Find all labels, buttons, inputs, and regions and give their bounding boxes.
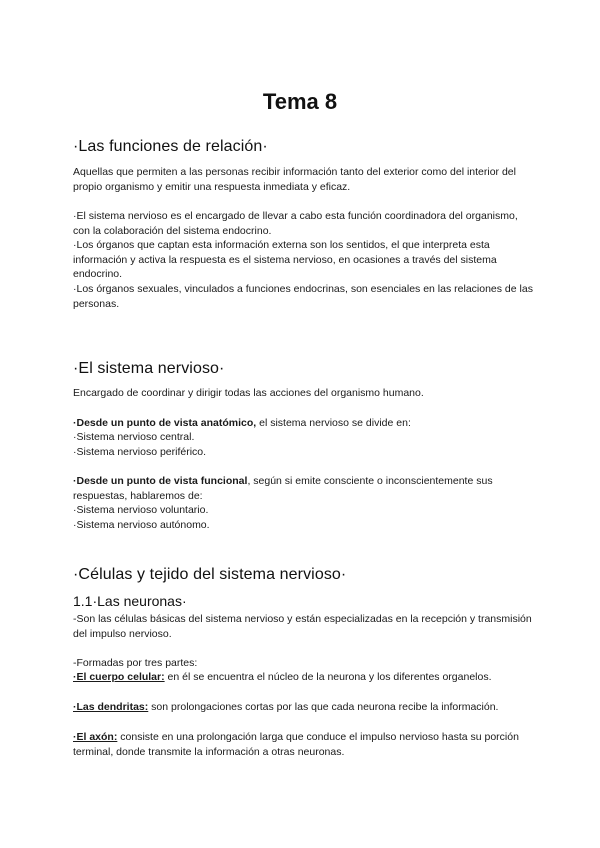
- paragraph-dendritas: [73, 700, 533, 715]
- paragraph: -Son las células básicas del sistema nervioso y están especializadas en la recepción y transmisión del impulso nervioso.: [73, 613, 532, 640]
- section-heading-funciones: ·Las funciones de relación·: [73, 138, 268, 155]
- bold-label: ·Desde un punto de vista funcional: [73, 475, 248, 487]
- paragraph-axon: [73, 730, 533, 759]
- paragraph-funcional: [73, 474, 533, 503]
- paragraph: ·El sistema nervioso es el encargado de llevar a cabo esta función coordinadora del organismo, con la colaboración del sistema endocrino.: [73, 210, 518, 237]
- paragraph: Aquellas que permiten a las personas recibir información tanto del exterior como del interior del propio organismo y emitir una respuesta inmediata y eficaz.: [73, 166, 516, 193]
- text: , según si emite consciente o inconscientemente sus respuestas, hablaremos de:: [73, 475, 493, 502]
- bold-label: ·Desde un punto de vista anatómico,: [73, 417, 257, 429]
- text: el sistema nervioso se divide en:: [256, 417, 411, 429]
- section-heading-sistema-nervioso: ·El sistema nervioso·: [73, 360, 225, 377]
- paragraph: -Formadas por tres partes:: [73, 657, 198, 669]
- paragraph-anatomico: [73, 416, 533, 431]
- page-title: Tema 8: [262, 89, 338, 114]
- paragraph: ·Los órganos que captan esta información externa son los sentidos, el que interpreta esta información y activa la respuesta es el sistema nervioso, en ocasiones a través del sistema endocrino.: [73, 239, 497, 280]
- text: son prolongaciones cortas por las que cada neurona recibe la información.: [148, 701, 499, 713]
- subsection-heading-neuronas: 1.1·Las neuronas·: [73, 593, 187, 609]
- underlined-label: ·Las dendritas:: [73, 701, 149, 713]
- underlined-label: ·El axón:: [73, 731, 118, 743]
- list-item: ·Sistema nervioso autónomo.: [73, 519, 210, 531]
- paragraph: ·Los órganos sexuales, vinculados a funciones endocrinas, son esenciales en las relaciones de las personas.: [73, 283, 533, 310]
- text: en él se encuentra el núcleo de la neurona y los diferentes organelos.: [164, 671, 492, 683]
- underlined-label: ·El cuerpo celular:: [73, 671, 165, 683]
- paragraph-cuerpo-celular: [73, 670, 533, 685]
- list-item: ·Sistema nervioso periférico.: [73, 446, 207, 458]
- list-item: ·Sistema nervioso central.: [73, 431, 195, 443]
- list-item: ·Sistema nervioso voluntario.: [73, 504, 209, 516]
- section-heading-celulas: ·Células y tejido del sistema nervioso·: [73, 566, 347, 583]
- text: consiste en una prolongación larga que conduce el impulso nervioso hasta su porción terminal, donde transmite la información a otras neuronas.: [73, 731, 519, 758]
- paragraph: Encargado de coordinar y dirigir todas las acciones del organismo humano.: [73, 387, 424, 399]
